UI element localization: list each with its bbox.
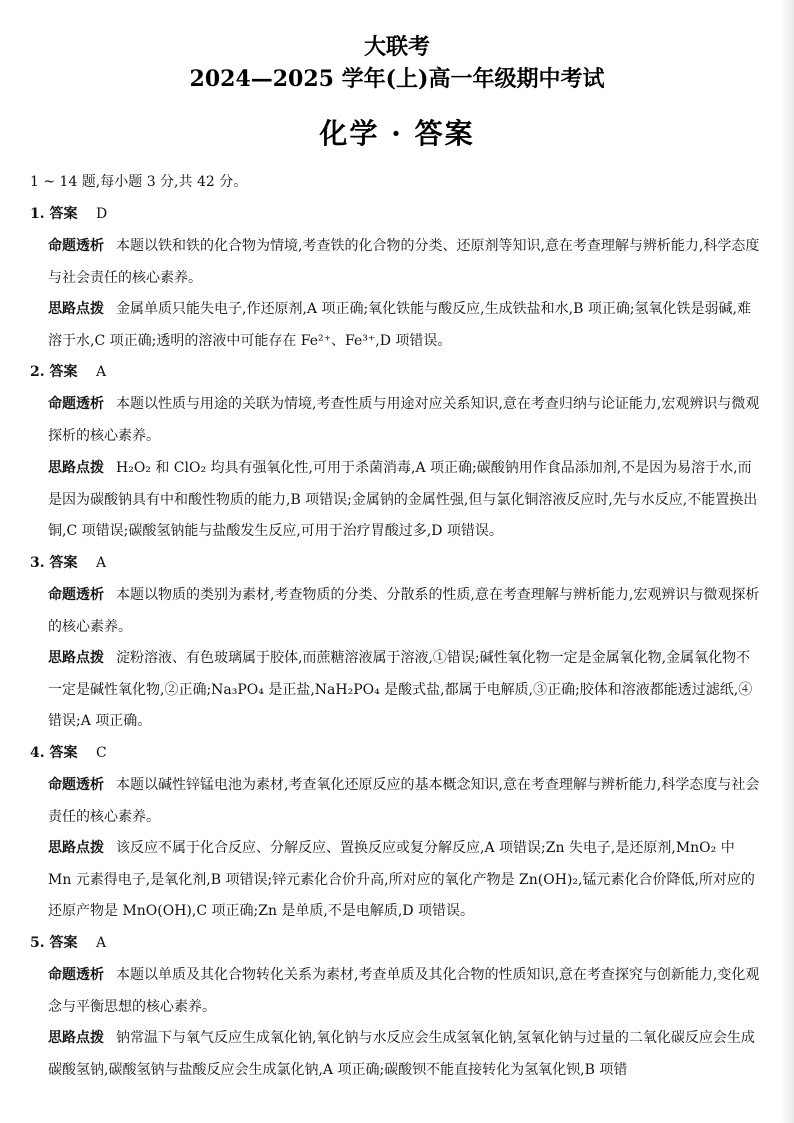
question-4-hint: [48, 833, 762, 928]
hint-label: 思路点拨: [48, 301, 104, 317]
analysis-label: 命题透析: [48, 587, 104, 603]
question-3-choice: A: [95, 555, 107, 571]
question-5-hint: [48, 1023, 762, 1086]
question-2-hint-text: H₂O₂ 和 ClO₂ 均具有强氧化性,可用于杀菌消毒,A 项正确;碳酸钠用作食品添加剂,不是因为易溶于水,而是因为碳酸钠具有中和酸性物质的能力,B 项错误;金属钠的金属性强,但与氯化铜溶液反应时,先与水反应,不能置换出铜,C 项错误;碳酸氢钠能与盐酸发生反应,可用于治疗胃酸过多,D 项错误。: [48, 460, 758, 539]
hint-label: 思路点拨: [48, 460, 104, 476]
question-1-number: 1. 答案: [30, 206, 78, 222]
question-1-choice: D: [95, 206, 108, 222]
question-4-choice: C: [95, 745, 107, 761]
question-2-analysis: [48, 389, 762, 452]
question-2-choice: A: [95, 364, 107, 380]
question-4-analysis-text: 本题以碱性锌锰电池为素材,考查氧化还原反应的基本概念知识,意在考查理解与辨析能力,科学态度与社会责任的核心素养。: [48, 777, 760, 825]
question-3-hint-text: 淀粉溶液、有色玻璃属于胶体,而蔗糖溶液属于溶液,①错误;碱性氧化物一定是金属氧化物,金属氧化物不一定是碱性氧化物,②正确;Na₃PO₄ 是正盐,NaH₂PO₄ 是酸式盐,都属于电解质,③正确;胶体和溶液都能透过滤纸,④错误;A 项正确。: [48, 650, 753, 729]
question-2-answer: [30, 362, 106, 382]
question-5-number: 5. 答案: [30, 935, 78, 951]
question-2-number: 2. 答案: [30, 364, 78, 380]
analysis-label: 命题透析: [48, 396, 104, 412]
question-5-answer: [30, 933, 106, 953]
analysis-label: 命题透析: [48, 967, 104, 983]
hint-label: 思路点拨: [48, 650, 104, 666]
question-5-analysis-text: 本题以单质及其化合物转化关系为素材,考查单质及其化合物的性质知识,意在考查探究与创新能力,变化观念与平衡思想的核心素养。: [48, 967, 760, 1015]
question-5-hint-text: 钠常温下与氧气反应生成氧化钠,氧化钠与水反应会生成氢氧化钠,氢氧化钠与过量的二氧化碳反应会生成碳酸氢钠,碳酸氢钠与盐酸反应会生成氯化钠,A 项正确;碳酸钡不能直接转化为氢氧化钡,B 项错: [48, 1030, 755, 1078]
question-3-analysis-text: 本题以物质的类别为素材,考查物质的分类、分散系的性质,意在考查理解与辨析能力,宏观辨识与微观探析的核心素养。: [48, 587, 760, 635]
question-4-answer: [30, 743, 107, 763]
question-3-answer: [30, 553, 106, 573]
analysis-label: 命题透析: [48, 777, 104, 793]
hint-label: 思路点拨: [48, 840, 104, 856]
question-1-analysis: [48, 231, 762, 294]
question-2-analysis-text: 本题以性质与用途的关联为情境,考查性质与用途对应关系知识,意在考查归纳与论证能力,宏观辨识与微观探析的核心素养。: [48, 396, 760, 444]
question-2-hint: [48, 453, 762, 548]
question-1-hint-text: 金属单质只能失电子,作还原剂,A 项正确;氧化铁能与酸反应,生成铁盐和水,B 项正确;氢氧化铁是弱碱,难溶于水,C 项正确;透明的溶液中可能存在 Fe²⁺、Fe³⁺,D 项错误。: [48, 301, 751, 349]
subject-title: 化学 · 答案: [319, 117, 475, 150]
analysis-label: 命题透析: [48, 238, 104, 254]
question-4-number: 4. 答案: [30, 745, 78, 761]
intro-note: 1 ~ 14 题,每小题 3 分,共 42 分。: [30, 174, 248, 190]
question-1-hint: [48, 294, 762, 357]
question-1-answer: [30, 204, 107, 224]
question-4-hint-text: 该反应不属于化合反应、分解反应、置换反应或复分解反应,A 项错误;Zn 失电子,是还原剂,MnO₂ 中 Mn 元素得电子,是氧化剂,B 项错误;锌元素化合价升高,所对应的氧化产物是 Zn(OH)₂,锰元素化合价降低,所对应的还原产物是 MnO(OH),C 项正确;Zn 是单质,不是电解质,D 项错误。: [48, 840, 755, 919]
exam-title: 2024—2025 学年(上)高一年级期中考试: [189, 66, 605, 92]
question-3-analysis: [48, 580, 762, 643]
hint-label: 思路点拨: [48, 1030, 104, 1046]
exam-org-title: 大联考: [363, 34, 430, 60]
question-5-analysis: [48, 960, 762, 1023]
question-5-choice: A: [95, 935, 107, 951]
question-3-hint: [48, 643, 762, 738]
question-4-analysis: [48, 770, 762, 833]
question-1-analysis-text: 本题以铁和铁的化合物为情境,考查铁的化合物的分类、还原剂等知识,意在考查理解与辨析能力,科学态度与社会责任的核心素养。: [48, 238, 760, 286]
page-edge-shadow: [780, 0, 794, 1123]
question-3-number: 3. 答案: [30, 555, 78, 571]
